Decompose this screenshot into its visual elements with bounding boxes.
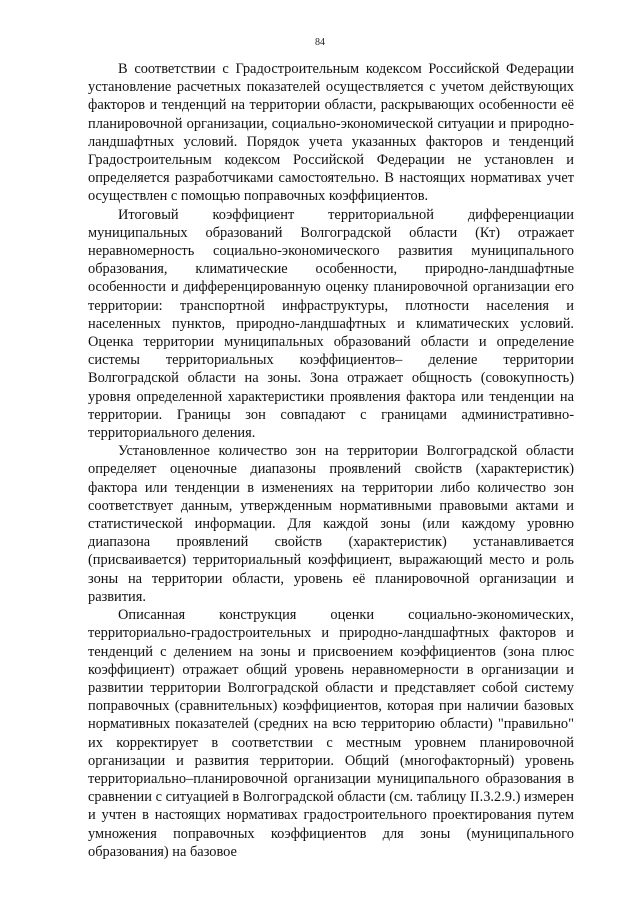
body-text (88, 60, 574, 861)
page-number: 84 (315, 37, 325, 48)
paragraph: В соответствии с Градостроительным кодексом Российской Федерации установление расчетных показателей осуществляется с учетом действующих факторов и тенденций на территории области, раскрывающих особенности её планировочной организации, социально-экономической ситуации и природно-ландшафтных условий. Порядок учета указанных факторов и тенденций Градостроительным кодексом Российской Федерации не установлен и определяется разработчиками самостоятельно. В настоящих нормативах учет осуществлен с помощью поправочных коэффициентов. (88, 61, 574, 205)
paragraph: Итоговый коэффициент территориальной дифференциации муниципальных образований Волгоградской области (Кт) отражает неравномерность социально-экономического развития муниципального образования, климатические особенности, природно-ландшафтные особенности и дифференцированную оценку планировочной организации его территории: транспортной инфраструктуры, плотности населения и населенных пунктов, природно-ландшафтных и климатических условий. Оценка территории муниципальных образований области и определение системы территориальных коэффициентов– деление территории Волгоградской области на зоны. Зона отражает общность (совокупность) уровня определенной характеристики проявления фактора или тенденции на территории. Границы зон совпадают с границами административно-территориального деления. (88, 206, 574, 442)
paragraph: Установленное количество зон на территории Волгоградской области определяет оценочные диапазоны проявлений свойств (характеристик) фактора или тенденции в изменениях на территории либо количество зон соответствует данным, утвержденным нормативными правовыми актами и статистической информации. Для каждой зоны (или каждому уровню диапазона проявлений свойств (характеристик) устанавливается (присваивается) территориальный коэффициент, выражающий место и роль зоны на территории области, уровень её планировочной организации и развития. (88, 443, 574, 605)
paragraph: Описанная конструкция оценки социально-экономических, территориально-градостроительных и природно-ландшафтных факторов и тенденций с делением на зоны и присвоением коэффициентов (зона плюс коэффициент) отражает общий уровень неравномерности в организации и развитии территории Волгоградской области и представляет собой систему поправочных (сравнительных) коэффициентов, которая при наличии базовых нормативных показателей (средних на всю территорию области) "правильно" их корректирует в соответствии с местным уровнем планировочной организации и развития территории. Общий (многофакторный) уровень территориально–планировочной организации муниципального образования в сравнении с ситуацией в Волгоградской области (см. таблицу II.3.2.9.) измерен и учтен в настоящих нормативах градостроительного проектирования путем умножения поправочных коэффициентов для зоны (муниципального образования) на базовое (88, 607, 574, 860)
